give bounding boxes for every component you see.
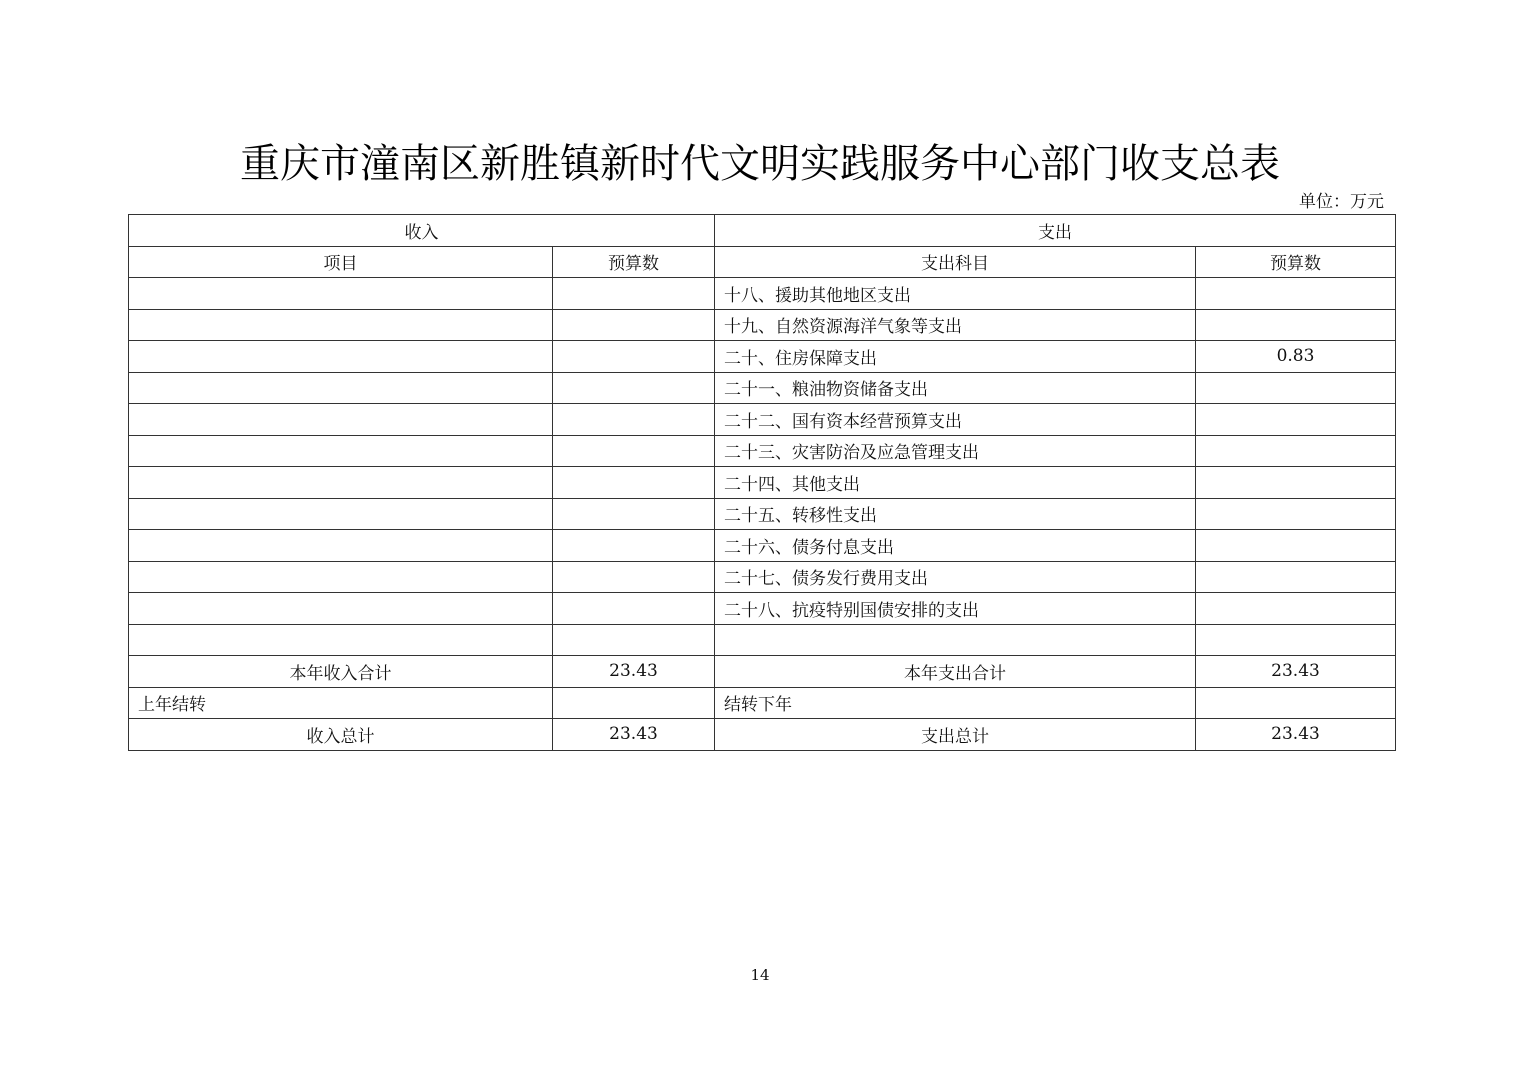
expense-total-label: 本年支出合计 [715,656,1196,688]
income-budget-header: 预算数 [553,246,715,278]
expense-item-cell: 二十二、国有资本经营预算支出 [715,404,1196,436]
expense-item-cell: 二十六、债务付息支出 [715,530,1196,562]
income-item-cell [129,435,553,467]
expense-budget-cell [1196,593,1396,625]
income-budget-cell [553,498,715,530]
carryover-row [129,687,1396,719]
table-row [129,372,1396,404]
table-row [129,530,1396,562]
expense-item-cell [715,624,1196,656]
expense-item-cell: 二十、住房保障支出 [715,341,1196,373]
expense-budget-cell [1196,435,1396,467]
expense-item-header: 支出科目 [715,246,1196,278]
group-header-row [129,215,1396,247]
table-row [129,309,1396,341]
expense-item-cell: 二十一、粮油物资储备支出 [715,372,1196,404]
expense-budget-cell [1196,561,1396,593]
income-item-cell [129,624,553,656]
table-row [129,435,1396,467]
income-budget-cell [553,309,715,341]
expense-item-cell: 二十七、债务发行费用支出 [715,561,1196,593]
income-budget-cell [553,593,715,625]
expense-item-cell: 十八、援助其他地区支出 [715,278,1196,310]
expense-grand-total-label: 支出总计 [715,719,1196,751]
expense-budget-cell [1196,530,1396,562]
income-budget-cell [553,467,715,499]
income-carryover-value [553,687,715,719]
income-budget-cell [553,404,715,436]
expense-budget-cell [1196,309,1396,341]
income-item-cell [129,309,553,341]
income-group-header: 收入 [129,215,715,247]
budget-summary-table [128,214,1396,751]
expense-budget-header: 预算数 [1196,246,1396,278]
expense-carryover-value [1196,687,1396,719]
table-row [129,278,1396,310]
expense-total-value: 23.43 [1196,656,1396,688]
page-title: 重庆市潼南区新胜镇新时代文明实践服务中心部门收支总表 [240,141,1280,187]
unit-label: 单位：万元 [1299,192,1384,212]
expense-budget-cell [1196,467,1396,499]
expense-item-cell: 二十八、抗疫特别国债安排的支出 [715,593,1196,625]
table-row [129,341,1396,373]
income-total-label: 本年收入合计 [129,656,553,688]
income-item-header: 项目 [129,246,553,278]
income-grand-total-value: 23.43 [553,719,715,751]
table-row [129,561,1396,593]
expense-budget-cell [1196,498,1396,530]
income-carryover-label: 上年结转 [129,687,553,719]
expense-budget-cell [1196,278,1396,310]
income-item-cell [129,404,553,436]
expense-item-cell: 二十三、灾害防治及应急管理支出 [715,435,1196,467]
table-row [129,404,1396,436]
income-budget-cell [553,624,715,656]
expense-item-cell: 二十四、其他支出 [715,467,1196,499]
income-item-cell [129,278,553,310]
income-budget-cell [553,341,715,373]
income-item-cell [129,530,553,562]
expense-group-header: 支出 [715,215,1396,247]
income-total-value: 23.43 [553,656,715,688]
expense-budget-cell [1196,372,1396,404]
grand-total-row [129,719,1396,751]
page-number: 14 [750,966,770,984]
expense-budget-cell [1196,624,1396,656]
table-row [129,624,1396,656]
income-grand-total-label: 收入总计 [129,719,553,751]
expense-budget-cell [1196,404,1396,436]
expense-item-cell: 十九、自然资源海洋气象等支出 [715,309,1196,341]
income-item-cell [129,498,553,530]
income-budget-cell [553,530,715,562]
expense-grand-total-value: 23.43 [1196,719,1396,751]
income-budget-cell [553,278,715,310]
expense-budget-cell: 0.83 [1196,341,1396,373]
income-item-cell [129,372,553,404]
income-item-cell [129,467,553,499]
table-row [129,593,1396,625]
income-budget-cell [553,435,715,467]
expense-carryover-label: 结转下年 [715,687,1196,719]
income-item-cell [129,341,553,373]
table-row [129,498,1396,530]
table-row [129,467,1396,499]
income-item-cell [129,593,553,625]
income-item-cell [129,561,553,593]
column-header-row [129,246,1396,278]
income-budget-cell [553,372,715,404]
table-body [129,278,1396,656]
expense-item-cell: 二十五、转移性支出 [715,498,1196,530]
income-budget-cell [553,561,715,593]
current-year-total-row [129,656,1396,688]
